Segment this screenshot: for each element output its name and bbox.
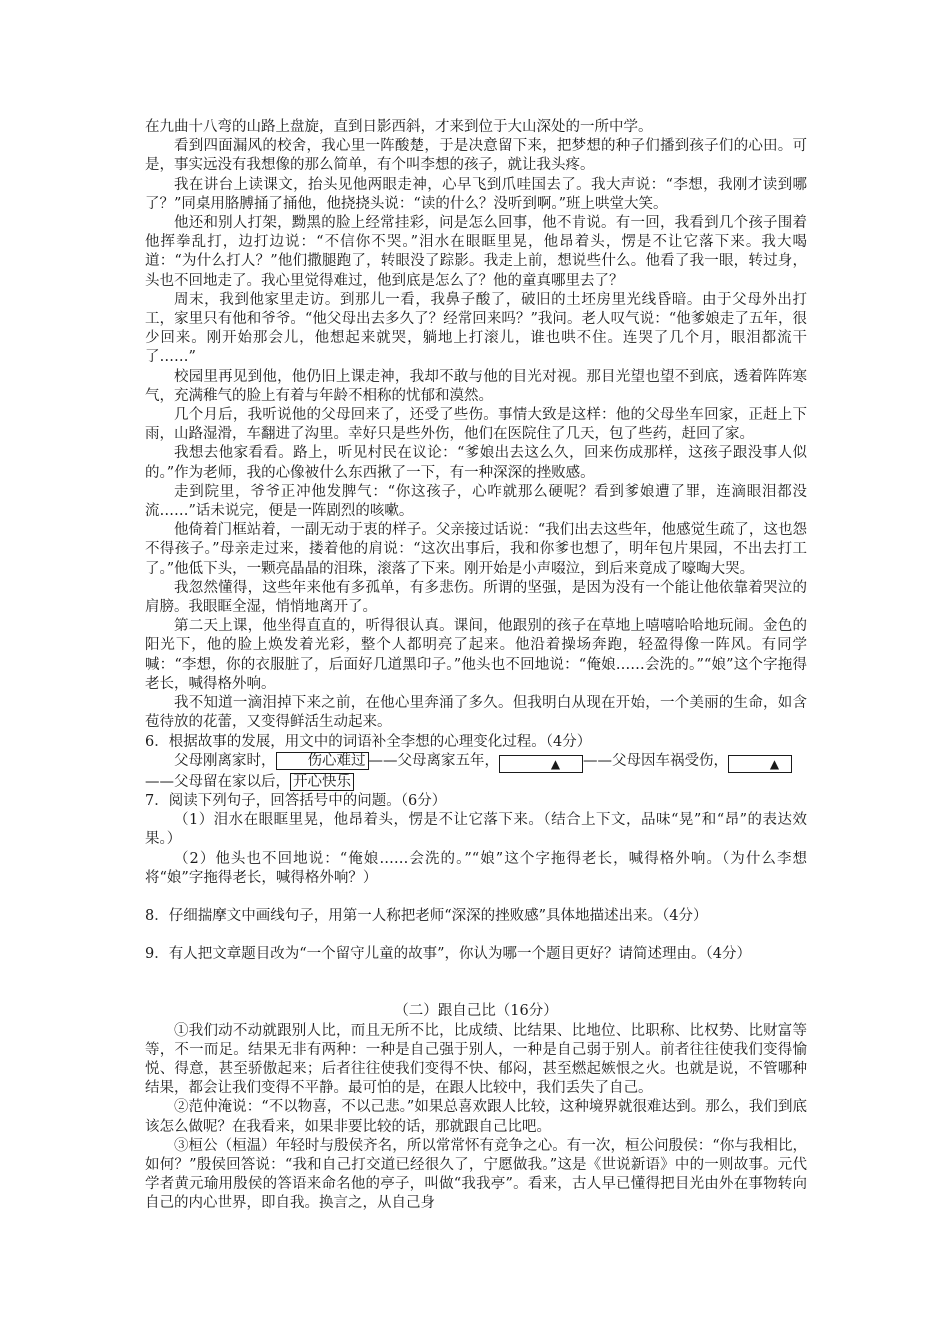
section-2-title: （二）跟自己比（16分） bbox=[394, 1003, 558, 1020]
story-paragraph: 他倚着门框站着，一副无动于衷的样子。父亲接过话说：“我们出去这些年，他感觉生疏了，这也怨不得孩子。”母亲走过来，搂着他的肩说：“这次出事后，我和你爹也想了，明年包片果园，不出去打工了。”他低下头，一颗亮晶晶的泪珠，滚落了下来。刚开始是小声啜泣，到后来竟成了嚎啕大哭。 bbox=[145, 522, 807, 577]
story-paragraph: 我在讲台上读课文，抬头见他两眼走神，心早飞到爪哇国去了。我大声说：“李想，我刚才读到哪了？”同桌用胳膊捅了捅他，他挠挠头说：“读的什么？没听到啊。”班上哄堂大笑。 bbox=[145, 176, 807, 212]
essay-paragraph: ②范仲淹说：“不以物喜，不以己悲。”如果总喜欢跟人比较，这种境界就很难达到。那么，我们到底该怎么做呢？在我看来，如果非要比较的话，那就跟自己比吧。 bbox=[145, 1099, 807, 1135]
q6-stage-4: ——父母留在家以后， bbox=[145, 773, 290, 790]
story-paragraph: 我忽然懂得，这些年来他有多孤单，有多悲伤。所谓的坚强，是因为没有一个能让他依靠着哭泣的肩膀。我眼眶全湿，悄悄地离开了。 bbox=[145, 579, 807, 616]
story-paragraph: 校园里再见到他，他仍旧上课走神，我却不敢与他的目光对视。那目光望也望不到底，透着阵阵寒气，充满稚气的脸上有着与年龄不相称的忧郁和漠然。 bbox=[145, 368, 807, 404]
question-7-sub-2: （2）他头也不回地说：“俺娘……会洗的。”“娘”这个字拖得老长，喊得格外响。（为什么李想将“娘”字拖得老长，喊得格外响？） bbox=[145, 850, 807, 886]
story-paragraph: 他还和别人打架，黝黑的脸上经常挂彩，问是怎么回事，他不肯说。有一回，我看到几个孩子围着他挥拳乱打，边打边说：“不信你不哭。”泪水在眼眶里晃，他昂着头，愣是不让它落下来。我大喝道：“为什么打人？”他们撒腿跑了，转眼没了踪影。我走上前，想说些什么。他看了我一眼，转过身，头也不回地走了。我心里觉得难过，他到底是怎么了？他的童真哪里去了？ bbox=[145, 215, 807, 289]
story-paragraph: 我不知道一滴泪掉下来之前，在他心里奔涌了多久。但我明白从现在开始，一个美丽的生命，如含苞待放的花蕾，又变得鲜活生动起来。 bbox=[145, 695, 807, 731]
essay-paragraph: ①我们动不动就跟别人比，而且无所不比，比成绩、比结果、比地位、比职称、比权势、比财富等等，不一而足。结果无非有两种：一种是自己强于别人，一种是自己弱于别人。前者往往使我们变得愉悦、得意，甚至骄傲起来；后者往往使我们变得不快、郁闷，甚至燃起嫉恨之火。也就是说，不管哪种结果，都会让我们变得不平静。最可怕的是，在跟人比较中，我们丢失了自己。 bbox=[145, 1022, 807, 1097]
question-9: 9．有人把文章题目改为“一个留守儿童的故事”，你认为哪一个题目更好？请简述理由。（4分） bbox=[145, 946, 752, 963]
q6-stage-2: ——父母离家五年， bbox=[368, 752, 499, 769]
question-7-title: 7．阅读下列句子，回答括号中的问题。（6分） bbox=[145, 792, 447, 809]
question-7-sub-1: （1）泪水在眼眶里晃，他昂着头，愣是不让它落下来。（结合上下文，品味“晃”和“昂”的表达效果。） bbox=[145, 812, 807, 848]
q6-blank-2[interactable]: ▲ bbox=[728, 755, 792, 773]
essay-paragraph: ③桓公（桓温）年轻时与殷侯齐名，所以常常怀有竞争之心。有一次，桓公问殷侯：“你与我相比，如何？”殷侯回答说：“我和自己打交道已经很久了，宁愿做我。”这是《世说新语》中的一则故事。元代学者黄元瑜用殷侯的答语来命名他的亭子，叫做“我我亭”。看来，古人早已懂得把目光由外在事物转向自己的内心世界，即自我。换言之，从自己身 bbox=[145, 1137, 807, 1212]
story-paragraph: 周末，我到他家里走访。到那儿一看，我鼻子酸了，破旧的土坯房里光线昏暗。由于父母外出打工，家里只有他和爷爷。“他父母出去多久了？经常回来吗？”我问。老人叹气说：“他爹娘走了五年，很少回来。刚开始那会儿，他想起来就哭，躺地上打滚儿，谁也哄不住。连哭了几个月，眼泪都流干了……” bbox=[145, 291, 807, 366]
q6-answer-box-2: 开心快乐 bbox=[290, 773, 354, 791]
story-paragraph: 第二天上课，他坐得直直的，听得很认真。课间，他跟别的孩子在草地上嘻嘻哈哈地玩闹。金色的阳光下，他的脸上焕发着光彩，整个人都明亮了起来。他沿着操场奔跑，轻盈得像一阵风。有同学喊：“李想，你的衣服脏了，后面好几道黑印子。”他头也不回地说：“俺娘……会洗的。”“娘”这个字拖得老长，喊得格外响。 bbox=[145, 618, 807, 692]
story-paragraph: 走到院里，爷爷正冲他发脾气：“你这孩子，心咋就那么硬呢？看到爹娘遭了罪，连滴眼泪都没流……”话未说完，便是一阵剧烈的咳嗽。 bbox=[145, 483, 807, 520]
story-paragraph: 看到四面漏风的校舍，我心里一阵酸楚，于是决意留下来，把梦想的种子们播到孩子们的心田。可是，事实远没有我想像的那么简单，有个叫李想的孩子，就让我头疼。 bbox=[145, 138, 807, 174]
q6-blank-1[interactable]: ▲ bbox=[499, 755, 583, 773]
question-6-chain-end bbox=[145, 773, 807, 792]
question-8: 8．仔细揣摩文中画线句子，用第一人称把老师“深深的挫败感”具体地描述出来。（4分） bbox=[145, 907, 708, 924]
question-6-title: 6．根据故事的发展，用文中的词语补全李想的心理变化过程。（4分） bbox=[145, 733, 592, 750]
story-paragraph: 我想去他家看看。路上，听见村民在议论：“爹娘出去这么久，回来伤成那样，这孩子跟没事人似的。”作为老师，我的心像被什么东西揪了一下，有一种深深的挫败感。 bbox=[145, 445, 807, 481]
q6-stage-1: 父母刚离家时， bbox=[174, 752, 276, 769]
question-6-chain bbox=[145, 752, 807, 773]
story-paragraph: 在九曲十八弯的山路上盘旋，直到日影西斜，才来到位于大山深处的一所中学。 bbox=[145, 119, 653, 135]
document-page bbox=[145, 118, 807, 1214]
story-paragraph: 几个月后，我听说他的父母回来了，还受了些伤。事情大致是这样：他的父母坐车回家，正赶上下雨，山路湿滑，车翻进了沟里。幸好只是些外伤，他们在医院住了几天，包了些药，赶回了家。 bbox=[145, 407, 807, 443]
q6-answer-box-1: 伤心难过 bbox=[276, 752, 369, 770]
q6-stage-3: ——父母因车祸受伤， bbox=[583, 752, 728, 769]
